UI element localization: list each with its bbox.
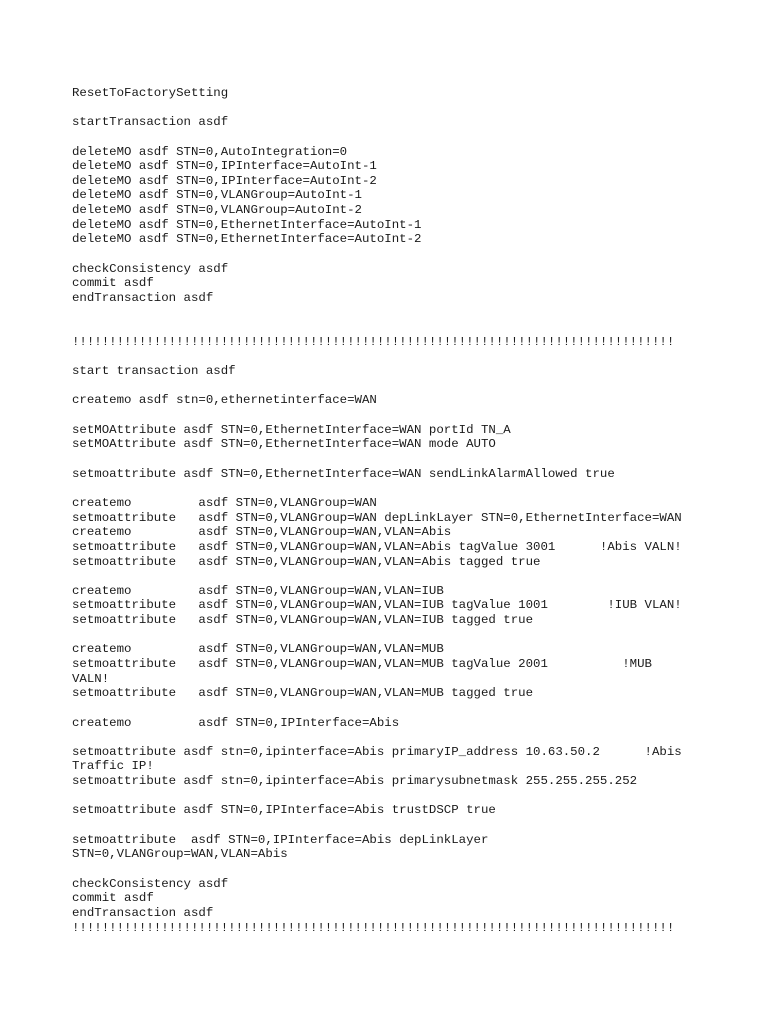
blank-line [72,481,712,496]
text-line: deleteMO asdf STN=0,EthernetInterface=AutoInt-2 [72,232,422,247]
text-line: checkConsistency asdf [72,261,229,276]
text-line: setmoattribute asdf STN=0,VLANGroup=WAN,VLAN=Abis tagValue 3001 !Abis VALN! [72,539,682,554]
text-line: deleteMO asdf STN=0,EthernetInterface=AutoInt-1 [72,217,422,232]
blank-line [72,789,712,804]
text-line: setmoattribute asdf STN=0,IPInterface=Abis trustDSCP true [72,803,496,818]
blank-line [72,818,712,833]
text-line: setmoattribute asdf STN=0,VLANGroup=WAN,VLAN=IUB tagValue 1001 !IUB VLAN! [72,598,682,613]
text-line: setmoattribute asdf STN=0,VLANGroup=WAN,VLAN=MUB tagged true [72,686,534,701]
blank-line [72,628,712,643]
text-line: setmoattribute asdf STN=0,IPInterface=Abis depLinkLayer [72,832,489,847]
text-line: setmoattribute asdf stn=0,ipinterface=Abis primaryIP_address 10.63.50.2 !Abis [72,744,682,759]
text-line: start transaction asdf [72,364,236,379]
blank-line [72,306,712,321]
text-line: STN=0,VLANGroup=WAN,VLAN=Abis [72,847,288,862]
text-line: ResetToFactorySetting [72,86,229,100]
text-line: VALN! [72,671,110,686]
text-line: setmoattribute asdf STN=0,EthernetInterface=WAN sendLinkAlarmAllowed true [72,466,615,481]
text-line: !!!!!!!!!!!!!!!!!!!!!!!!!!!!!!!!!!!!!!!!!!!!!!!!!!!!!!!!!!!!!!!!!!!!!!!!!!!!!!!!! [72,334,675,349]
text-line: checkConsistency asdf [72,876,229,891]
script-text-body [72,86,712,935]
blank-line [72,408,712,423]
text-line: setMOAttribute asdf STN=0,EthernetInterface=WAN portId TN_A [72,422,511,437]
text-line: setmoattribute asdf STN=0,VLANGroup=WAN,VLAN=Abis tagged true [72,554,541,569]
text-line: createmo asdf stn=0,ethernetinterface=WAN [72,393,377,408]
text-line: startTransaction asdf [72,115,229,130]
text-line: Traffic IP! [72,759,154,774]
blank-line [72,130,712,145]
text-line: setMOAttribute asdf STN=0,EthernetInterface=WAN mode AUTO [72,437,496,452]
text-line: setmoattribute asdf STN=0,VLANGroup=WAN,VLAN=MUB tagValue 2001 !MUB [72,656,652,671]
text-line: deleteMO asdf STN=0,IPInterface=AutoInt-2 [72,173,377,188]
text-line: createmo asdf STN=0,VLANGroup=WAN,VLAN=IUB [72,583,444,598]
blank-line [72,101,712,116]
blank-line [72,701,712,716]
text-line: createmo asdf STN=0,VLANGroup=WAN,VLAN=Abis [72,525,452,540]
text-line: deleteMO asdf STN=0,IPInterface=AutoInt-1 [72,159,377,174]
text-line: endTransaction asdf [72,290,214,305]
text-line: setmoattribute asdf STN=0,VLANGroup=WAN,VLAN=IUB tagged true [72,613,534,628]
text-line: endTransaction asdf [72,905,214,920]
text-line: createmo asdf STN=0,IPInterface=Abis [72,715,400,730]
text-line: commit asdf [72,276,154,291]
text-line: createmo asdf STN=0,VLANGroup=WAN [72,495,377,510]
text-line: deleteMO asdf STN=0,VLANGroup=AutoInt-1 [72,188,362,203]
text-line: setmoattribute asdf STN=0,VLANGroup=WAN depLinkLayer STN=0,EthernetInterface=WAN [72,510,682,525]
text-line: createmo asdf STN=0,VLANGroup=WAN,VLAN=MUB [72,642,444,657]
blank-line [72,862,712,877]
blank-line [72,569,712,584]
text-line: setmoattribute asdf stn=0,ipinterface=Abis primarysubnetmask 255.255.255.252 [72,774,638,789]
blank-line [72,320,712,335]
blank-line [72,247,712,262]
text-line: commit asdf [72,891,154,906]
text-line: deleteMO asdf STN=0,VLANGroup=AutoInt-2 [72,203,362,218]
blank-line [72,379,712,394]
blank-line [72,350,712,365]
blank-line [72,730,712,745]
text-line: deleteMO asdf STN=0,AutoIntegration=0 [72,144,348,159]
blank-line [72,452,712,467]
text-line: !!!!!!!!!!!!!!!!!!!!!!!!!!!!!!!!!!!!!!!!!!!!!!!!!!!!!!!!!!!!!!!!!!!!!!!!!!!!!!!!! [72,920,675,935]
